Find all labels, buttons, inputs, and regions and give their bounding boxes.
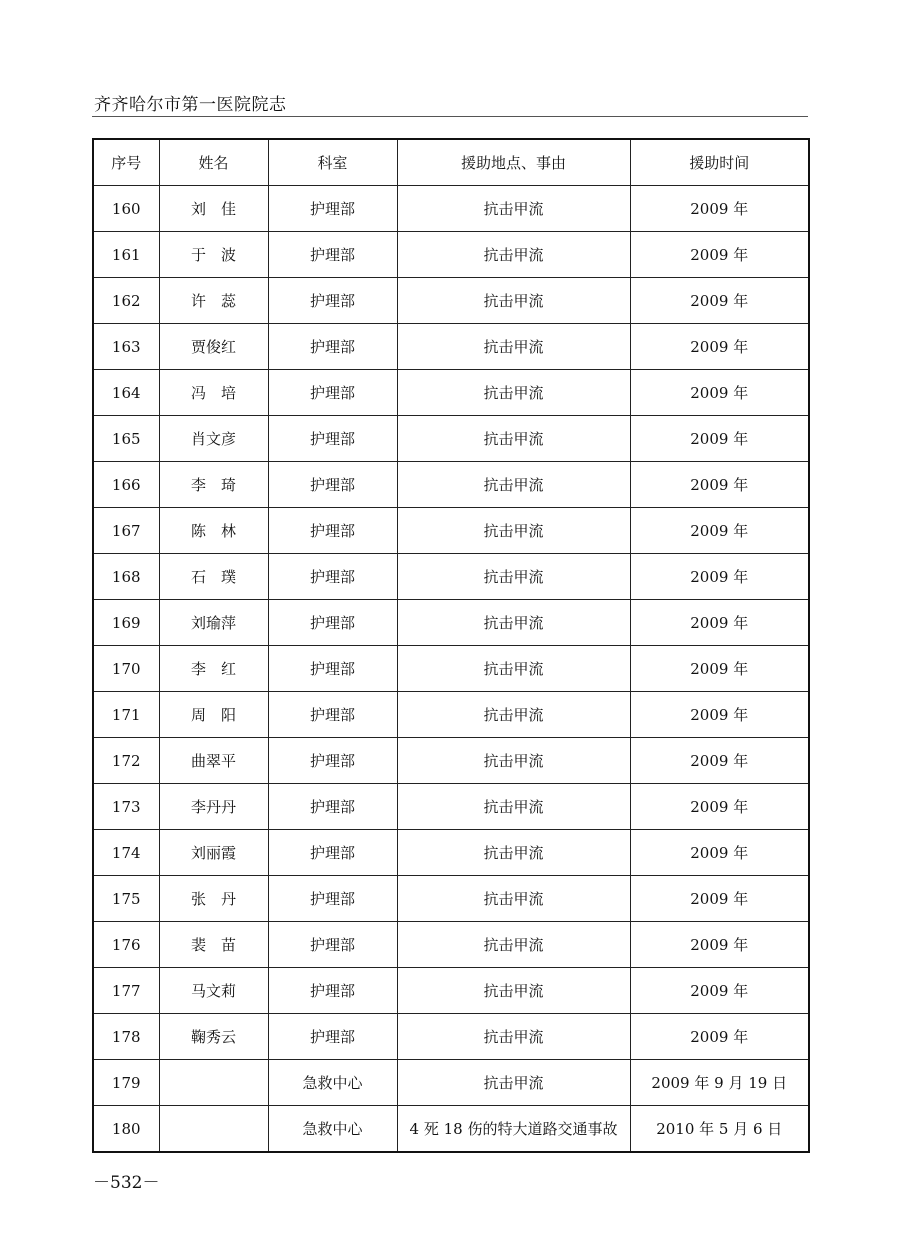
cell-name: 李 红 [159, 646, 268, 692]
cell-reason: 抗击甲流 [397, 922, 630, 968]
cell-department: 护理部 [268, 784, 397, 830]
cell-index: 177 [93, 968, 159, 1014]
cell-reason: 抗击甲流 [397, 462, 630, 508]
cell-date: 2009 年 [630, 232, 809, 278]
cell-reason: 抗击甲流 [397, 508, 630, 554]
cell-name: 周 阳 [159, 692, 268, 738]
page-header-title: 齐齐哈尔市第一医院院志 [94, 95, 287, 115]
cell-date: 2010 年 5 月 6 日 [630, 1106, 809, 1153]
table-row [93, 324, 809, 370]
cell-department: 护理部 [268, 278, 397, 324]
cell-name [159, 1060, 268, 1106]
column-header-date: 援助时间 [630, 139, 809, 186]
cell-department: 护理部 [268, 646, 397, 692]
cell-name: 刘丽霞 [159, 830, 268, 876]
cell-index: 164 [93, 370, 159, 416]
cell-name: 肖文彦 [159, 416, 268, 462]
column-header-name: 姓名 [159, 139, 268, 186]
cell-department: 护理部 [268, 922, 397, 968]
cell-department: 护理部 [268, 968, 397, 1014]
cell-date: 2009 年 [630, 554, 809, 600]
cell-department: 护理部 [268, 876, 397, 922]
cell-reason: 抗击甲流 [397, 278, 630, 324]
cell-department: 护理部 [268, 600, 397, 646]
cell-date: 2009 年 [630, 462, 809, 508]
table-row [93, 416, 809, 462]
cell-name: 张 丹 [159, 876, 268, 922]
header-divider [92, 116, 808, 117]
cell-index: 176 [93, 922, 159, 968]
table-row [93, 968, 809, 1014]
cell-reason: 抗击甲流 [397, 738, 630, 784]
cell-reason: 抗击甲流 [397, 646, 630, 692]
cell-name: 裴 苗 [159, 922, 268, 968]
cell-reason: 抗击甲流 [397, 232, 630, 278]
cell-date: 2009 年 9 月 19 日 [630, 1060, 809, 1106]
table-row [93, 232, 809, 278]
cell-index: 169 [93, 600, 159, 646]
table-row [93, 1014, 809, 1060]
cell-date: 2009 年 [630, 1014, 809, 1060]
cell-index: 170 [93, 646, 159, 692]
cell-index: 167 [93, 508, 159, 554]
cell-name: 刘瑜萍 [159, 600, 268, 646]
cell-reason: 抗击甲流 [397, 600, 630, 646]
cell-date: 2009 年 [630, 784, 809, 830]
column-header-department: 科室 [268, 139, 397, 186]
cell-department: 护理部 [268, 554, 397, 600]
cell-index: 179 [93, 1060, 159, 1106]
table-row [93, 1060, 809, 1106]
cell-reason: 抗击甲流 [397, 692, 630, 738]
cell-date: 2009 年 [630, 600, 809, 646]
table-row [93, 876, 809, 922]
table-row [93, 830, 809, 876]
cell-department: 护理部 [268, 186, 397, 232]
cell-index: 162 [93, 278, 159, 324]
column-header-reason: 援助地点、事由 [397, 139, 630, 186]
cell-date: 2009 年 [630, 876, 809, 922]
cell-name: 冯 培 [159, 370, 268, 416]
cell-date: 2009 年 [630, 830, 809, 876]
cell-date: 2009 年 [630, 692, 809, 738]
table-row [93, 462, 809, 508]
cell-reason: 抗击甲流 [397, 416, 630, 462]
cell-index: 180 [93, 1106, 159, 1153]
cell-index: 174 [93, 830, 159, 876]
cell-department: 护理部 [268, 370, 397, 416]
cell-reason: 抗击甲流 [397, 554, 630, 600]
table-row [93, 1106, 809, 1153]
cell-date: 2009 年 [630, 278, 809, 324]
table-row [93, 922, 809, 968]
cell-name: 陈 林 [159, 508, 268, 554]
cell-index: 166 [93, 462, 159, 508]
cell-name: 李 琦 [159, 462, 268, 508]
cell-reason: 抗击甲流 [397, 1060, 630, 1106]
table-row [93, 738, 809, 784]
column-header-index: 序号 [93, 139, 159, 186]
cell-department: 护理部 [268, 416, 397, 462]
cell-department: 急救中心 [268, 1106, 397, 1153]
cell-date: 2009 年 [630, 646, 809, 692]
cell-reason: 抗击甲流 [397, 968, 630, 1014]
table-row [93, 370, 809, 416]
cell-index: 165 [93, 416, 159, 462]
cell-name: 鞠秀云 [159, 1014, 268, 1060]
cell-index: 171 [93, 692, 159, 738]
table-body [93, 186, 809, 1153]
cell-name [159, 1106, 268, 1153]
cell-index: 163 [93, 324, 159, 370]
cell-name: 石 璞 [159, 554, 268, 600]
cell-reason: 4 死 18 伤的特大道路交通事故 [397, 1106, 630, 1153]
cell-index: 161 [93, 232, 159, 278]
cell-reason: 抗击甲流 [397, 876, 630, 922]
cell-date: 2009 年 [630, 508, 809, 554]
cell-index: 168 [93, 554, 159, 600]
cell-index: 173 [93, 784, 159, 830]
cell-date: 2009 年 [630, 416, 809, 462]
page-number: －532－ [93, 1173, 160, 1193]
cell-name: 贾俊红 [159, 324, 268, 370]
cell-name: 许 蕊 [159, 278, 268, 324]
cell-reason: 抗击甲流 [397, 1014, 630, 1060]
cell-date: 2009 年 [630, 370, 809, 416]
cell-department: 护理部 [268, 508, 397, 554]
cell-index: 160 [93, 186, 159, 232]
cell-reason: 抗击甲流 [397, 186, 630, 232]
table-row [93, 784, 809, 830]
cell-department: 护理部 [268, 692, 397, 738]
table-header-row [93, 139, 809, 186]
cell-department: 护理部 [268, 738, 397, 784]
cell-reason: 抗击甲流 [397, 830, 630, 876]
cell-date: 2009 年 [630, 324, 809, 370]
table-row [93, 600, 809, 646]
cell-index: 175 [93, 876, 159, 922]
cell-department: 护理部 [268, 462, 397, 508]
cell-index: 172 [93, 738, 159, 784]
cell-date: 2009 年 [630, 968, 809, 1014]
cell-name: 马文莉 [159, 968, 268, 1014]
cell-index: 178 [93, 1014, 159, 1060]
table-row [93, 646, 809, 692]
cell-name: 于 波 [159, 232, 268, 278]
cell-department: 急救中心 [268, 1060, 397, 1106]
cell-department: 护理部 [268, 1014, 397, 1060]
cell-department: 护理部 [268, 232, 397, 278]
table-row [93, 278, 809, 324]
cell-reason: 抗击甲流 [397, 784, 630, 830]
cell-name: 李丹丹 [159, 784, 268, 830]
table-row [93, 508, 809, 554]
table-row [93, 186, 809, 232]
cell-department: 护理部 [268, 830, 397, 876]
cell-department: 护理部 [268, 324, 397, 370]
cell-reason: 抗击甲流 [397, 370, 630, 416]
aid-record-table [92, 138, 810, 1153]
cell-reason: 抗击甲流 [397, 324, 630, 370]
cell-name: 曲翠平 [159, 738, 268, 784]
table-row [93, 554, 809, 600]
cell-date: 2009 年 [630, 922, 809, 968]
cell-date: 2009 年 [630, 738, 809, 784]
cell-name: 刘 佳 [159, 186, 268, 232]
table-row [93, 692, 809, 738]
cell-date: 2009 年 [630, 186, 809, 232]
